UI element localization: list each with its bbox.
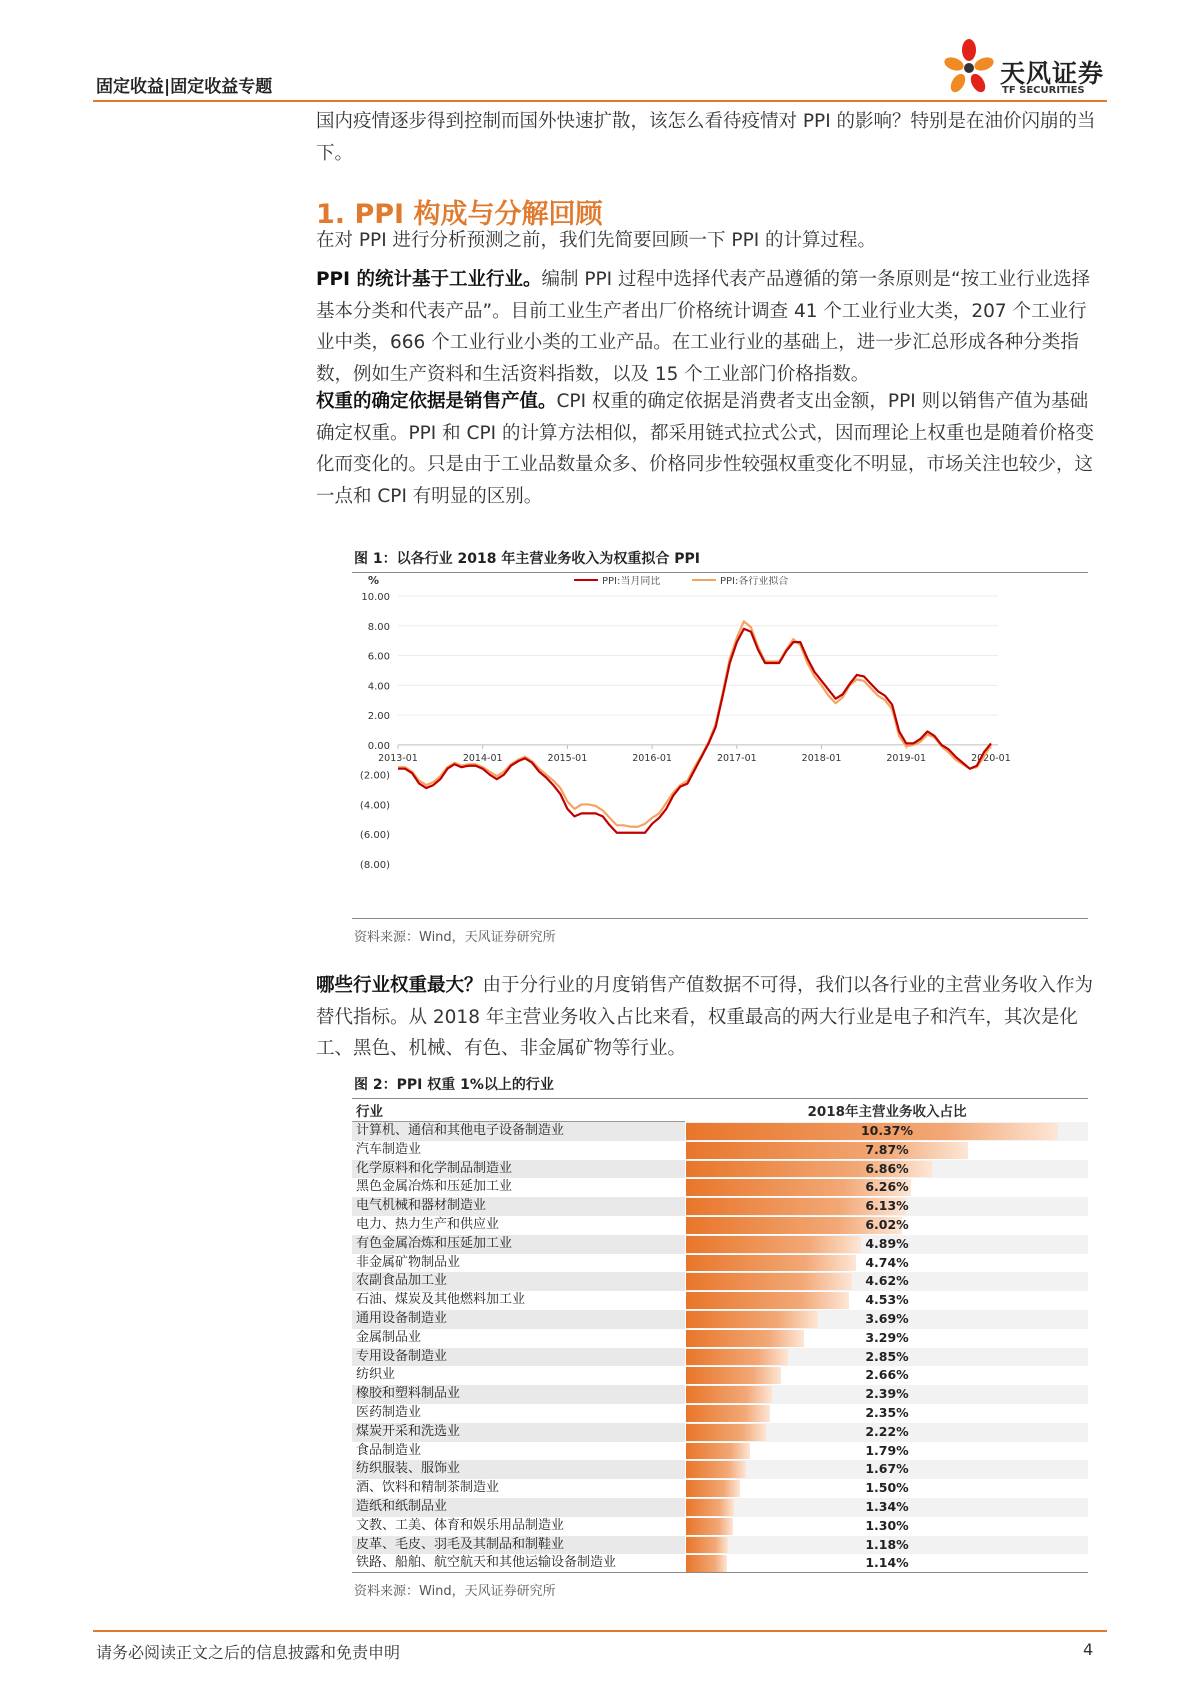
paragraph-4-body: 由于分行业的月度销售产值数据不可得，我们以各行业的主营业务收入作为替代指标。从 2018 年主营业务收入占比来看，权重最高的两大行业是电子和汽车，其次是化工、黑色、机械、有色、非金属矿物等行业。 [316,975,1094,1059]
header-divider [93,100,1107,102]
share-value: 4.74% [865,1254,909,1270]
x-tick-label: 2013-01 [378,752,418,764]
share-value: 1.14% [865,1555,909,1571]
paragraph-2-body: 编制 PPI 过程中选择代表产品遵循的第一条原则是“按工业行业选择基本分类和代表产品”。目前工业生产者出厂价格统计调查 41 个工业行业大类，207 个工业行业中类，666 个工业行业小类的工业产品。在工业行业的基础上，进一步汇总形成各种分类指数，例如生产资料和生活资料指数，以及 15 个工业部门价格指数。 [316,269,1091,385]
share-cell [686,1329,1088,1348]
share-cell [686,1554,1088,1573]
share-value: 6.02% [865,1216,909,1232]
share-value: 3.69% [865,1310,909,1326]
table-row [352,1254,1088,1273]
logo-text-en: TF SECURITIES [1002,85,1085,96]
logo-flower-icon [940,38,998,100]
share-value: 2.35% [865,1404,909,1420]
table-row [352,1460,1088,1479]
table-header [352,1102,1088,1122]
share-cell [686,1442,1088,1461]
y-tick-label: 2.00 [367,711,390,723]
share-value: 7.87% [865,1141,909,1157]
x-tick-label: 2019-01 [886,752,927,764]
share-cell [686,1235,1088,1254]
figure-1-title: 图 1：以各行业 2018 年主营业务收入为权重拟合 PPI [354,551,700,567]
page-number: 4 [1083,1640,1094,1659]
table-row [352,1442,1088,1461]
share-value: 4.62% [865,1273,909,1289]
industry-name: 纺织业 [356,1367,396,1383]
share-cell [686,1348,1088,1367]
industry-name: 酒、饮料和精制茶制造业 [356,1480,500,1496]
industry-name: 计算机、通信和其他电子设备制造业 [352,1122,685,1141]
figure-2-source: 资料来源：Wind，天风证券研究所 [354,1584,556,1599]
y-tick-label: 0.00 [367,740,390,752]
figure-1-source: 资料来源：Wind，天风证券研究所 [354,930,556,945]
y-tick-label: 10.00 [361,592,390,603]
industry-name: 黑色金属冶炼和压延加工业 [356,1179,513,1195]
y-tick-label: (4.00) [359,800,390,812]
table-row [352,1141,1088,1160]
table-row [352,1498,1088,1517]
table-row [352,1385,1088,1404]
industry-name: 石油、煤炭及其他燃料加工业 [356,1292,526,1308]
paragraph-1: 在对 PPI 进行分析预测之前，我们先简要回顾一下 PPI 的计算过程。 [316,230,877,251]
paragraph-3-lead: 权重的确定依据是销售产值。 [316,391,557,412]
share-cell [686,1460,1088,1479]
industry-name: 食品制造业 [356,1442,422,1458]
share-value: 1.34% [865,1498,909,1514]
figure-2-top-rule [352,1098,1088,1099]
paragraph-3 [316,386,1104,512]
table-row [352,1272,1088,1291]
share-value: 2.22% [865,1423,909,1439]
table-row [352,1329,1088,1348]
figure-2-bottom-rule [352,1572,1088,1573]
industry-name: 汽车制造业 [356,1141,422,1157]
y-tick-label: 4.00 [367,681,390,693]
footer-disclaimer: 请务必阅读正文之后的信息披露和免责申明 [96,1643,401,1662]
y-tick-label: 6.00 [367,651,390,663]
industry-name: 铁路、船舶、航空航天和其他运输设备制造业 [356,1555,617,1571]
figure-2-title: 图 2：PPI 权重 1%以上的行业 [354,1077,554,1093]
industry-name: 电气机械和器材制造业 [352,1197,685,1216]
industry-name: 化学原料和化学制品制造业 [352,1160,685,1179]
share-cell [686,1291,1088,1310]
industry-name: 有色金属冶炼和压延加工业 [352,1235,685,1254]
table-row [352,1479,1088,1498]
share-value: 2.85% [865,1348,909,1364]
table-row [352,1517,1088,1536]
share-cell [686,1404,1088,1423]
share-value: 3.29% [865,1329,909,1345]
share-cell [686,1254,1088,1273]
y-axis-unit: % [368,576,380,587]
table-row [352,1536,1088,1555]
share-cell [686,1479,1088,1498]
industry-name: 金属制品业 [356,1329,422,1345]
paragraph-3-body: CPI 权重的确定依据是消费者支出金额，PPI 则以销售产值为基础确定权重。PPI 和 CPI 的计算方法相似，都采用链式拉式公式，因而理论上权重也是随着价格变化而变化的。只是由于工业品数量众多、价格同步性较强权重变化不明显，市场关注也较少，这一点和 CPI 有明显的区别。 [316,391,1094,507]
table-row [352,1216,1088,1235]
share-value: 1.30% [865,1517,909,1533]
series-line-1 [398,621,991,826]
table-row [352,1348,1088,1367]
x-tick-label: 2020-01 [971,752,1011,764]
industry-name: 橡胶和塑料制品业 [352,1385,685,1404]
table-row [352,1404,1088,1423]
table-row [352,1122,1088,1141]
share-value: 6.86% [865,1160,909,1176]
industry-name: 医药制造业 [356,1404,422,1420]
figure-1-top-rule [352,572,1088,573]
share-cell [686,1385,1088,1404]
table-row [352,1235,1088,1254]
industry-name: 纺织服装、服饰业 [352,1460,685,1479]
industry-weight-table [352,1102,1088,1573]
y-tick-label: (6.00) [359,830,390,842]
table-row [352,1366,1088,1385]
industry-name: 皮革、毛皮、羽毛及其制品和制鞋业 [352,1536,685,1555]
footer-divider [93,1630,1107,1632]
series-line-0 [398,629,991,833]
table-row [352,1160,1088,1179]
share-value: 1.79% [865,1442,909,1458]
column-header-share: 2018年主营业务收入占比 [686,1102,1088,1123]
report-category: 固定收益|固定收益专题 [96,77,273,97]
industry-name: 造纸和纸制品业 [352,1498,685,1517]
share-cell [686,1216,1088,1235]
x-tick-label: 2018-01 [801,752,842,764]
share-value: 6.26% [865,1179,909,1195]
share-value: 1.67% [865,1461,909,1477]
x-tick-label: 2015-01 [547,752,588,764]
share-cell [686,1197,1088,1216]
industry-name: 煤炭开采和洗选业 [352,1423,685,1442]
industry-name: 电力、热力生产和供应业 [356,1216,500,1232]
table-row [352,1554,1088,1573]
share-cell [686,1517,1088,1536]
table-row [352,1291,1088,1310]
industry-name: 通用设备制造业 [352,1310,685,1329]
table-row [352,1197,1088,1216]
figure-1-bottom-rule [352,918,1088,919]
intro-paragraph: 国内疫情逐步得到控制而国外快速扩散，该怎么看待疫情对 PPI 的影响？特别是在油价闪崩的当下。 [316,111,1096,164]
paragraph-4-lead: 哪些行业权重最大？ [316,975,483,996]
industry-name: 农副食品加工业 [352,1272,685,1291]
paragraph-2-lead: PPI 的统计基于工业行业。 [316,269,542,290]
industry-name: 非金属矿物制品业 [356,1254,461,1270]
share-cell [686,1272,1088,1291]
legend-label-1: PPI:各行业拟合 [720,576,789,587]
share-cell [686,1122,1088,1141]
share-cell [686,1178,1088,1197]
x-tick-label: 2014-01 [462,752,503,764]
share-cell [686,1160,1088,1179]
y-tick-label: (2.00) [359,770,390,782]
share-value: 4.53% [865,1292,909,1308]
share-cell [686,1310,1088,1329]
share-value: 4.89% [865,1235,909,1251]
share-cell [686,1141,1088,1160]
share-value: 1.18% [865,1536,909,1552]
section-title: 1. PPI 构成与分解回顾 [316,199,603,230]
logo-text-cn: 天风证券 [1000,59,1105,88]
x-tick-label: 2017-01 [716,752,757,764]
industry-name: 专用设备制造业 [352,1348,685,1367]
table-body [352,1122,1088,1573]
industry-name: 文教、工美、体育和娱乐用品制造业 [356,1517,565,1533]
table-row [352,1178,1088,1197]
table-row [352,1310,1088,1329]
share-cell [686,1536,1088,1555]
share-value: 2.39% [865,1386,909,1402]
x-tick-label: 2016-01 [632,752,672,764]
column-header-industry: 行业 [352,1102,685,1122]
share-value: 1.50% [865,1480,909,1496]
share-value: 6.13% [865,1198,909,1214]
paragraph-4 [316,970,1104,1065]
legend-label-0: PPI:当月同比 [602,576,661,587]
ppi-line-chart [352,576,1088,914]
y-tick-label: 8.00 [367,621,390,633]
paragraph-2 [316,264,1104,390]
table-row [352,1423,1088,1442]
share-cell [686,1498,1088,1517]
share-cell [686,1423,1088,1442]
y-tick-label: (8.00) [359,860,390,871]
share-value: 10.37% [860,1123,914,1138]
company-logo [940,38,1110,100]
share-cell [686,1366,1088,1385]
share-value: 2.66% [865,1367,909,1383]
